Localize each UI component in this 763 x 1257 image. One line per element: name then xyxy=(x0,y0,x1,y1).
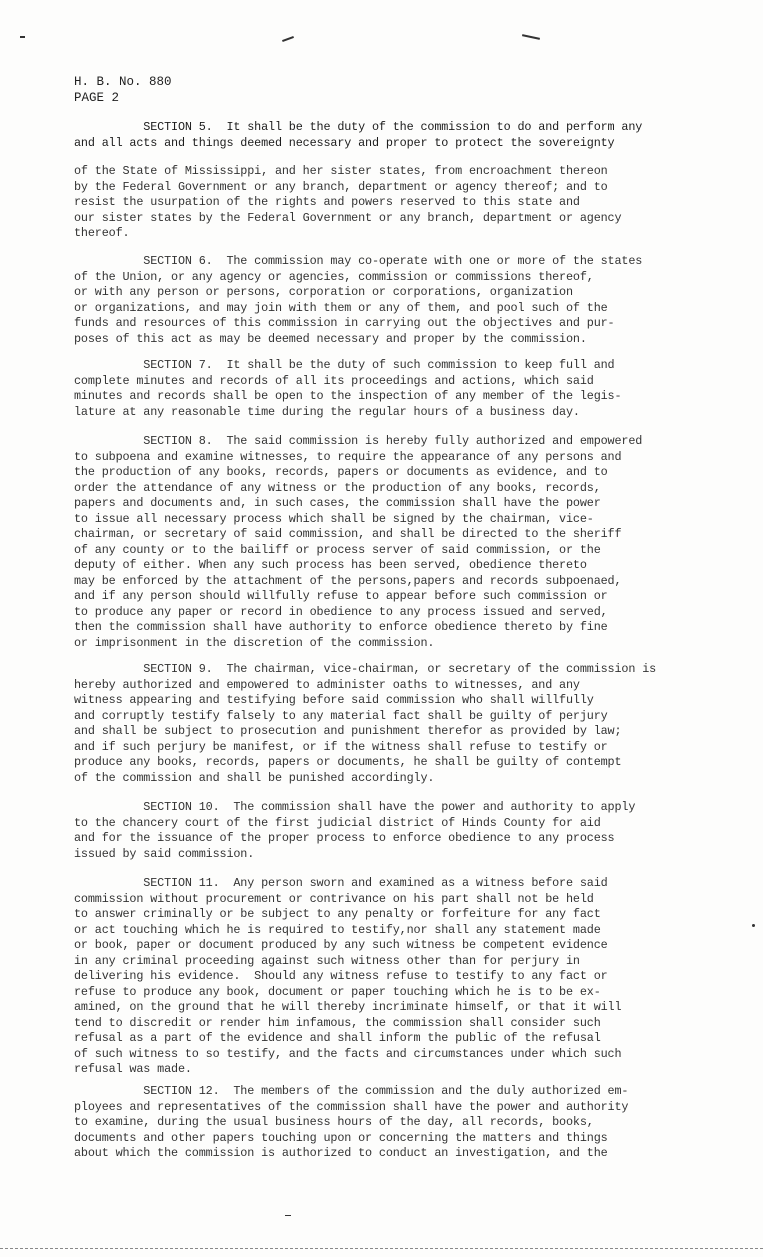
text-line: or with any person or persons, corporation or corporations, organization xyxy=(74,285,573,299)
text-line: commission without procurement or contrivance on his part shall not be held xyxy=(74,891,594,906)
text-line: and for the issuance of the proper process to enforce obedience to any process xyxy=(74,831,615,845)
text-line: witness appearing and testifying before said commission who shall willfully xyxy=(74,693,594,707)
text-line: refusal was made. xyxy=(74,1062,192,1076)
section-5-continuation xyxy=(74,164,680,242)
text-line: SECTION 12. The members of the commission and the duly authorized em- xyxy=(74,1084,629,1098)
section-9-paragraph xyxy=(74,662,680,786)
page-label: PAGE 2 xyxy=(74,91,120,105)
text-line: thereof. xyxy=(74,226,130,240)
text-line: or imprisonment in the discretion of the commission. xyxy=(74,635,435,650)
text-line: funds and resources of this commission in carrying out the objectives and pur- xyxy=(74,316,615,330)
section-5-paragraph xyxy=(74,120,680,151)
text-line: complete minutes and records of all its proceedings and actions, which said xyxy=(74,373,594,388)
text-line: to answer criminally or be subject to any penalty or forfeiture for any fact xyxy=(74,907,601,921)
scan-mark xyxy=(282,36,294,42)
text-line: our sister states by the Federal Government or any branch, department or agency xyxy=(74,210,622,225)
text-line: poses of this act as may be deemed necessary and proper by the commission. xyxy=(74,331,587,346)
text-line: SECTION 10. The commission shall have the power and authority to apply xyxy=(74,800,636,814)
text-line: to subpoena and examine witnesses, to require the appearance of any persons and xyxy=(74,449,622,464)
text-line: or act touching which he is required to testify,nor shall any statement made xyxy=(74,922,601,937)
text-line: documents and other papers touching upon or concerning the matters and things xyxy=(74,1130,608,1145)
text-line: SECTION 8. The said commission is hereby fully authorized and empowered xyxy=(74,434,643,448)
text-line: papers and documents and, in such cases, the commission shall have the power xyxy=(74,496,601,510)
text-line: of the Union, or any agency or agencies, commission or commissions thereof, xyxy=(74,269,594,284)
text-line: of the State of Mississippi, and her sister states, from encroachment thereon xyxy=(74,164,608,178)
text-line: may be enforced by the attachment of the persons,papers and records subpoenaed, xyxy=(74,573,622,588)
text-line: SECTION 11. Any person sworn and examined as a witness before said xyxy=(74,876,608,890)
text-line: ployees and representatives of the commission shall have the power and authority xyxy=(74,1099,629,1114)
text-line: of the commission and shall be punished accordingly. xyxy=(74,770,435,785)
text-line: to examine, during the usual business hours of the day, all records, books, xyxy=(74,1115,594,1129)
text-line: in any criminal proceeding against such witness other than for perjury in xyxy=(74,953,580,968)
section-7-paragraph xyxy=(74,358,680,420)
text-line: resist the usurpation of the rights and powers reserved to this state and xyxy=(74,195,580,209)
text-line: and if such perjury be manifest, or if the witness shall refuse to testify or xyxy=(74,739,608,754)
text-line: to produce any paper or record in obedience to any process issued and served, xyxy=(74,604,608,619)
scan-mark xyxy=(20,36,25,38)
text-line: delivering his evidence. Should any witness refuse to testify to any fact or xyxy=(74,969,608,983)
text-line: issued by said commission. xyxy=(74,846,255,861)
text-line: amined, on the ground that he will thereby incriminate himself, or that it will xyxy=(74,1000,622,1014)
text-line: or book, paper or document produced by any such witness be competent evidence xyxy=(74,938,608,952)
scan-mark xyxy=(752,924,755,927)
text-line: and shall be subject to prosecution and punishment therefor as provided by law; xyxy=(74,724,622,738)
text-line: and corruptly testify falsely to any material fact shall be guilty of perjury xyxy=(74,708,608,723)
section-6-paragraph xyxy=(74,254,680,347)
text-line: and all acts and things deemed necessary and proper to protect the sovereignty xyxy=(74,135,615,150)
text-line: SECTION 9. The chairman, vice-chairman, or secretary of the commission is xyxy=(74,662,657,676)
text-line: chairman, or secretary of said commission, and shall be directed to the sheriff xyxy=(74,527,622,541)
text-line: tend to discredit or render him infamous, the commission shall consider such xyxy=(74,1015,601,1030)
text-line: minutes and records shall be open to the inspection of any member of the legis- xyxy=(74,389,622,403)
text-line: and if any person should willfully refuse to appear before such commission or xyxy=(74,589,608,603)
text-line: the production of any books, records, papers or documents as evidence, and to xyxy=(74,465,608,479)
section-11-paragraph xyxy=(74,876,680,1078)
section-10-paragraph xyxy=(74,800,680,862)
text-line: or organizations, and may join with them or any of them, and pool such of the xyxy=(74,300,608,315)
text-line: lature at any reasonable time during the regular hours of a business day. xyxy=(74,404,580,419)
text-line: refusal as a part of the evidence and shall inform the public of the refusal xyxy=(74,1031,601,1045)
text-line: SECTION 6. The commission may co-operate with one or more of the states xyxy=(74,254,643,268)
text-line: to issue all necessary process which shall be signed by the chairman, vice- xyxy=(74,511,594,526)
text-line: SECTION 7. It shall be the duty of such commission to keep full and xyxy=(74,358,615,372)
page-bottom-edge xyxy=(0,1248,763,1249)
scan-mark xyxy=(285,1215,291,1216)
text-line: then the commission shall have authority to enforce obedience thereto by fine xyxy=(74,620,608,634)
text-line: to the chancery court of the first judicial district of Hinds County for aid xyxy=(74,815,601,830)
section-12-paragraph xyxy=(74,1084,680,1162)
text-line: of any county or to the bailiff or process server of said commission, or the xyxy=(74,542,601,557)
scan-mark xyxy=(522,34,540,40)
bill-header xyxy=(74,74,172,106)
text-line: about which the commission is authorized to conduct an investigation, and the xyxy=(74,1146,608,1160)
text-line: produce any books, records, papers or documents, he shall be guilty of contempt xyxy=(74,755,622,769)
bill-number: H. B. No. 880 xyxy=(74,75,172,89)
text-line: hereby authorized and empowered to administer oaths to witnesses, and any xyxy=(74,677,580,692)
text-line: deputy of either. When any such process has been served, obedience thereto xyxy=(74,558,587,572)
text-line: refuse to produce any book, document or paper touching which he is to be ex- xyxy=(74,984,601,999)
text-line: of such witness to so testify, and the facts and circumstances under which such xyxy=(74,1046,622,1061)
text-line: by the Federal Government or any branch, department or agency thereof; and to xyxy=(74,179,608,194)
text-line: SECTION 5. It shall be the duty of the commission to do and perform any xyxy=(74,120,643,134)
section-8-paragraph xyxy=(74,434,680,651)
text-line: order the attendance of any witness or the production of any books, records, xyxy=(74,480,601,495)
